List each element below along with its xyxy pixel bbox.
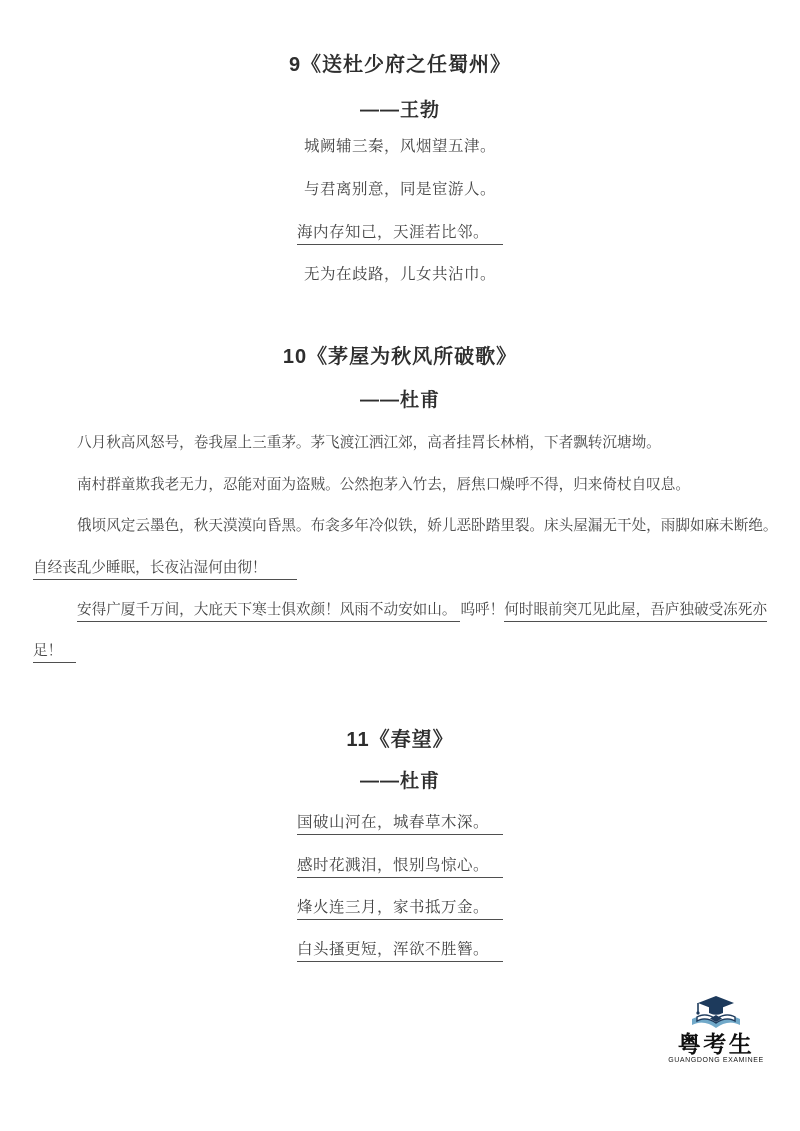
- poem-10-line-5: [33, 599, 774, 621]
- poem-line-text-underlined: 海内存知己，天涯若比邻。: [297, 224, 503, 245]
- poem-10-line-2: [33, 474, 774, 496]
- poem-11-line-2: [0, 855, 800, 877]
- poem-11-author: ——杜甫: [359, 771, 440, 792]
- poem-11-title: 11《春望》: [346, 729, 454, 751]
- poem-line-text-underlined: 足！: [33, 643, 76, 663]
- poem-line-text-underlined: 白头搔更短，浑欲不胜簪。: [297, 941, 503, 962]
- poem-line-text-underlined: 自经丧乱少睡眠，长夜沾湿何由彻！: [33, 560, 297, 580]
- brand-name: 粤考生: [677, 1031, 755, 1057]
- poem-line-text: 与君离别意，同是宦游人。: [303, 181, 496, 198]
- poem-10-author: ——杜甫: [359, 390, 440, 411]
- poem-10-line-1: [33, 432, 774, 454]
- poem-line-text: 俄顷风定云墨色，秋天漠漠向昏黑。布衾多年冷似铁，娇儿恶卧踏里裂。床头屋漏无干处，雨脚如麻未断绝。: [77, 518, 778, 534]
- poem-9-line-1: [0, 136, 800, 158]
- poem-9-line-2: [0, 179, 800, 201]
- brand-subtitle: GUANGDONG EXAMINEE: [668, 1057, 764, 1064]
- poem-line-text-underlined: 感时花溅泪，恨别鸟惊心。: [297, 857, 503, 878]
- poem-9-author: ——王勃: [359, 100, 440, 121]
- poem-line-text-underlined: 国破山河在，城春草木深。: [297, 814, 503, 835]
- poem-line-text: 南村群童欺我老无力，忍能对面为盗贼。公然抱茅入竹去，唇焦口燥呼不得，归来倚杖自叹息。: [77, 477, 690, 493]
- poem-11-line-1: [0, 812, 800, 834]
- poem-line-text: 无为在歧路，儿女共沾巾。: [303, 266, 496, 283]
- poem-line-text-underlined: 何时眼前突兀见此屋，吾庐独破受冻死亦: [504, 602, 767, 622]
- poem-line-text: 呜呼！: [460, 602, 505, 618]
- graduation-cap-book-icon: [688, 993, 744, 1031]
- poem-9-line-3: [0, 222, 800, 244]
- poem-9-line-4: [0, 264, 800, 286]
- poem-line-text-underlined: 安得广厦千万间，大庇天下寒士俱欢颜！风雨不动安如山。: [77, 602, 460, 622]
- poem-11-line-3: [0, 897, 800, 919]
- poem-10-line-3: [33, 515, 778, 537]
- poem-9-title: 9《送杜少府之任蜀州》: [288, 54, 512, 76]
- poem-10-line-6: [33, 640, 774, 662]
- poem-line-text: 八月秋高风怒号，卷我屋上三重茅。茅飞渡江洒江郊，高者挂罥长林梢，下者飘转沉塘坳。: [77, 435, 661, 451]
- poem-line-text-underlined: 烽火连三月，家书抵万金。: [297, 899, 503, 920]
- poem-10-title: 10《茅屋为秋风所破歌》: [282, 346, 518, 368]
- poem-line-text: 城阙辅三秦，风烟望五津。: [303, 138, 496, 155]
- poem-11-line-4: [0, 939, 800, 961]
- brand-logo: [666, 993, 766, 1065]
- poem-10-line-4: [33, 557, 774, 579]
